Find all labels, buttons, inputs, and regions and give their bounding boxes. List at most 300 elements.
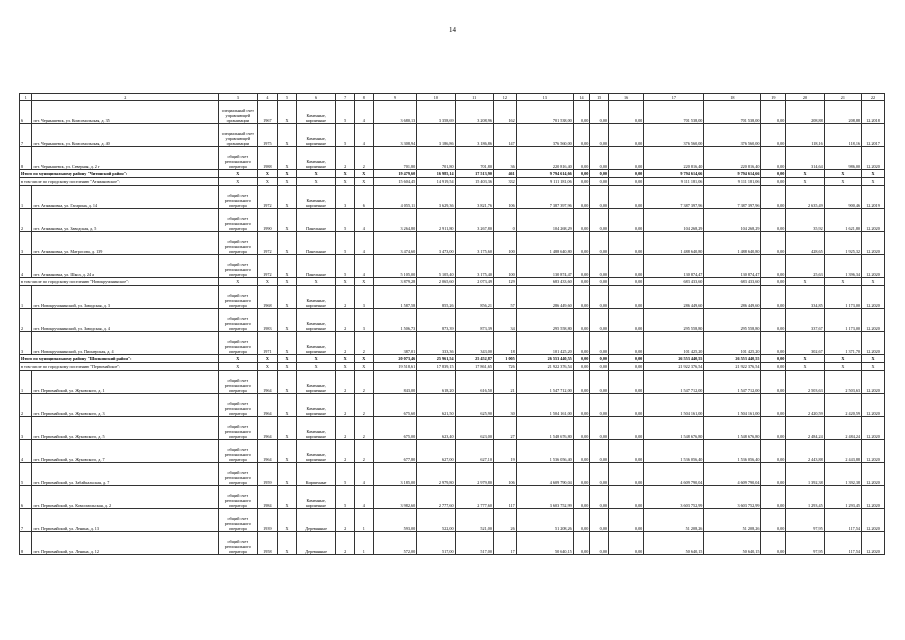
table-cell: 1988: [257, 147, 278, 170]
table-cell: 0,00: [573, 186, 590, 209]
table-cell: 5: [336, 232, 355, 255]
table-cell: 130 874,47: [644, 255, 704, 278]
table-cell: 1964: [257, 394, 278, 417]
table-cell: 7: [20, 509, 32, 532]
table-cell: Каменные, кирпичные: [296, 440, 335, 463]
table-cell: Х: [296, 363, 335, 371]
subtotal-label: Итого по муниципальному району "Шилкинский район":: [20, 355, 219, 363]
table-cell: 1 504 161,00: [516, 394, 573, 417]
address-cell: пгт. Новокручининский, ул. Пионерская, д. 4: [32, 332, 219, 355]
table-cell: 0,00: [761, 124, 786, 147]
table-cell: 0,00: [573, 101, 590, 124]
table-cell: 623,00: [455, 417, 493, 440]
table-cell: 0,00: [761, 209, 786, 232]
table-cell: Х: [296, 278, 335, 286]
table-cell: 334,85: [786, 286, 824, 309]
table-cell: Х: [354, 170, 373, 178]
table-cell: 12.2020: [862, 255, 885, 278]
table-cell: 12.2020: [862, 509, 885, 532]
column-number: 6: [296, 94, 335, 101]
table-cell: 0,00: [609, 309, 644, 332]
table-cell: 0,00: [573, 371, 590, 394]
table-cell: 130 874,47: [516, 255, 573, 278]
table-cell: Х: [336, 278, 355, 286]
subtotal-label: Итого по муниципальному району "Читинский район":: [20, 170, 219, 178]
column-number: 9: [373, 94, 417, 101]
table-cell: Х: [824, 363, 861, 371]
column-number: 10: [417, 94, 455, 101]
table-cell: 16 985,14: [417, 170, 455, 178]
table-cell: общий счет регионального оператора: [219, 232, 257, 255]
table-cell: 0,00: [761, 101, 786, 124]
table-cell: 0,00: [590, 371, 609, 394]
table-cell: общий счет регионального оператора: [219, 286, 257, 309]
table-cell: 3: [20, 232, 32, 255]
table-cell: 0,00: [609, 278, 644, 286]
table-row: [20, 332, 885, 355]
table-cell: 0,00: [761, 463, 786, 486]
table-cell: 4: [20, 255, 32, 278]
subtotal-label: в том числе по городскому поселению "Атамановское":: [20, 178, 219, 186]
table-cell: 3 185,00: [373, 463, 417, 486]
table-cell: Каменные, кирпичные: [296, 309, 335, 332]
table-cell: 1983: [257, 309, 278, 332]
table-cell: Каменные, кирпичные: [296, 417, 335, 440]
table-cell: 1964: [257, 440, 278, 463]
table-cell: 0,00: [590, 509, 609, 532]
column-number: 1: [20, 94, 32, 101]
table-cell: 12.2020: [862, 532, 885, 555]
column-number: 15: [590, 94, 609, 101]
table-cell: 0,00: [573, 255, 590, 278]
table-cell: 683 433,60: [516, 278, 573, 286]
table-cell: Х: [862, 178, 885, 186]
table-cell: 0,00: [761, 394, 786, 417]
table-cell: 0,00: [573, 309, 590, 332]
table-cell: Х: [786, 355, 824, 363]
table-cell: общий счет регионального оператора: [219, 309, 257, 332]
table-cell: 0,00: [761, 417, 786, 440]
table-cell: 1990: [257, 209, 278, 232]
table-cell: 1972: [257, 232, 278, 255]
table-cell: Х: [786, 170, 824, 178]
address-cell: пгт. Первомайский, ул. Ленина, д. 12: [32, 532, 219, 555]
table-row: [20, 101, 885, 124]
table-cell: 2: [354, 417, 373, 440]
subtotal-row: [20, 278, 885, 286]
table-cell: 3: [20, 332, 32, 355]
table-cell: 0,00: [590, 101, 609, 124]
table-cell: 522,00: [417, 509, 455, 532]
table-cell: 387,01: [373, 332, 417, 355]
table-cell: 9 111 181,06: [516, 178, 573, 186]
table-cell: 25 452,87: [455, 355, 493, 363]
table-cell: 683 433,60: [644, 278, 704, 286]
table-row: [20, 124, 885, 147]
table-cell: 675,60: [373, 394, 417, 417]
table-cell: 0,00: [761, 309, 786, 332]
table-cell: Панельные: [296, 255, 335, 278]
table-cell: 4: [354, 232, 373, 255]
table-cell: 1967: [257, 101, 278, 124]
table-cell: 1 504 161,00: [644, 394, 704, 417]
table-cell: 0,00: [590, 286, 609, 309]
table-cell: 220 816,40: [704, 147, 761, 170]
table-cell: 1 488 640,80: [704, 232, 761, 255]
table-cell: Х: [296, 170, 335, 178]
table-cell: 623,40: [417, 417, 455, 440]
table-cell: 2 503,63: [824, 371, 861, 394]
table-cell: 3 358,69: [417, 101, 455, 124]
table-cell: 50 640,15: [644, 532, 704, 555]
table-cell: Х: [278, 371, 297, 394]
table-cell: 19: [493, 440, 516, 463]
table-cell: 19 518,61: [373, 363, 417, 371]
table-cell: 3 264,80: [373, 209, 417, 232]
table-cell: 675,00: [373, 417, 417, 440]
table-cell: 1 504 161,00: [704, 394, 761, 417]
table-cell: 2: [336, 332, 355, 355]
table-cell: Кирпичные: [296, 463, 335, 486]
table-cell: 2 443,88: [824, 440, 861, 463]
table-row: [20, 232, 885, 255]
table-cell: 1 536 056,40: [516, 440, 573, 463]
table-cell: 2 503,63: [786, 371, 824, 394]
table-cell: 286 449,60: [704, 286, 761, 309]
table-row: [20, 486, 885, 509]
table-cell: 2: [354, 371, 373, 394]
table-cell: 0,00: [761, 232, 786, 255]
table-cell: 333,36: [417, 332, 455, 355]
table-cell: 0,00: [761, 486, 786, 509]
table-cell: 2 420,59: [824, 394, 861, 417]
table-cell: 26: [493, 509, 516, 532]
table-cell: 3 473,00: [417, 232, 455, 255]
table-cell: 3: [354, 309, 373, 332]
table-cell: 7 387 397,96: [704, 186, 761, 209]
table-cell: 593,00: [373, 509, 417, 532]
table-row: [20, 255, 885, 278]
column-number: 14: [573, 94, 590, 101]
table-cell: 0,00: [573, 532, 590, 555]
table-cell: 517,00: [455, 532, 493, 555]
table-cell: 4 609 790,04: [704, 463, 761, 486]
table-cell: Панельные: [296, 232, 335, 255]
table-cell: 3: [354, 286, 373, 309]
column-number: 16: [609, 94, 644, 101]
table-cell: 0,00: [590, 440, 609, 463]
table-cell: Х: [219, 363, 257, 371]
table-cell: 4: [354, 463, 373, 486]
table-cell: Каменные, кирпичные: [296, 147, 335, 170]
table-cell: Х: [219, 278, 257, 286]
table-cell: 208,88: [786, 101, 824, 124]
table-cell: 1 396,34: [824, 255, 861, 278]
table-cell: 15 604,45: [373, 178, 417, 186]
table-cell: Х: [278, 440, 297, 463]
table-cell: 7: [20, 124, 32, 147]
table-cell: 0,00: [609, 124, 644, 147]
table-cell: 0,00: [573, 486, 590, 509]
table-cell: 100: [493, 232, 516, 255]
table-cell: Х: [824, 278, 861, 286]
table-cell: 26 553 440,55: [704, 355, 761, 363]
table-cell: 701,80: [417, 147, 455, 170]
table-row: [20, 532, 885, 555]
column-number: 17: [644, 94, 704, 101]
table-cell: Х: [296, 355, 335, 363]
table-cell: 572,00: [373, 532, 417, 555]
table-cell: 3: [336, 186, 355, 209]
table-cell: 2: [336, 371, 355, 394]
table-cell: Х: [278, 355, 297, 363]
table-cell: 1: [20, 186, 32, 209]
table-cell: 1984: [257, 486, 278, 509]
table-cell: 12.2018: [862, 101, 885, 124]
table-cell: 3 680,13: [373, 101, 417, 124]
table-cell: 0,00: [609, 355, 644, 363]
table-cell: 461: [493, 170, 516, 178]
table-cell: 17 861,65: [455, 363, 493, 371]
table-cell: 0,00: [609, 147, 644, 170]
table-cell: 0,00: [609, 363, 644, 371]
table-cell: 517,00: [417, 532, 455, 555]
address-cell: пгт. Первомайский, ул. Ленина, д. 13: [32, 509, 219, 532]
table-cell: 2 635,49: [786, 186, 824, 209]
table-cell: 3 474,60: [373, 232, 417, 255]
table-cell: Х: [278, 278, 297, 286]
table-cell: 12.2020: [862, 332, 885, 355]
table-cell: 15 403,36: [455, 178, 493, 186]
table-cell: Панельные: [296, 209, 335, 232]
table-cell: Х: [257, 363, 278, 371]
table-cell: 0,00: [609, 332, 644, 355]
table-cell: 683 433,60: [704, 278, 761, 286]
table-cell: 3 879,28: [373, 278, 417, 286]
table-cell: 701,80: [455, 147, 493, 170]
table-cell: Каменные, кирпичные: [296, 186, 335, 209]
table-cell: 0,00: [609, 463, 644, 486]
table-cell: 30: [493, 394, 516, 417]
table-cell: 616,50: [455, 371, 493, 394]
table-cell: 117,54: [824, 509, 861, 532]
table-cell: 0,00: [609, 209, 644, 232]
table-row: [20, 286, 885, 309]
table-cell: 1 173,00: [824, 309, 861, 332]
table-cell: 726: [493, 363, 516, 371]
table-cell: 0,00: [590, 232, 609, 255]
table-cell: 4: [354, 486, 373, 509]
table-cell: 295 558,80: [704, 309, 761, 332]
table-cell: 0,00: [573, 417, 590, 440]
table-cell: Х: [336, 355, 355, 363]
table-cell: 6: [20, 486, 32, 509]
table-cell: Каменные, кирпичные: [296, 394, 335, 417]
table-cell: 2: [20, 394, 32, 417]
table-cell: 0,00: [590, 463, 609, 486]
table-cell: 0,00: [609, 101, 644, 124]
table-cell: Х: [786, 178, 824, 186]
address-cell: пгт. Первомайский, ул. Забайкальская, д. 7: [32, 463, 219, 486]
table-cell: 5 105,00: [373, 255, 417, 278]
table-cell: 873,39: [455, 309, 493, 332]
address-cell: пгт. Атамановка, ул. Заводская, д. 5: [32, 209, 219, 232]
table-cell: 12.2020: [862, 417, 885, 440]
table-cell: Х: [296, 178, 335, 186]
table-cell: 220 816,40: [516, 147, 573, 170]
table-row: [20, 417, 885, 440]
table-cell: 5: [336, 486, 355, 509]
table-cell: Х: [257, 355, 278, 363]
column-number: 5: [278, 94, 297, 101]
table-cell: 4: [354, 255, 373, 278]
table-cell: 117,54: [824, 532, 861, 555]
table-cell: 4: [354, 124, 373, 147]
table-cell: 12.2020: [862, 440, 885, 463]
table-cell: 12.2020: [862, 371, 885, 394]
column-number: 13: [516, 94, 573, 101]
table-cell: Каменные, кирпичные: [296, 486, 335, 509]
table-cell: 129: [493, 278, 516, 286]
table-cell: 21 922 376,54: [516, 363, 573, 371]
table-cell: 1: [20, 286, 32, 309]
table-cell: 6: [354, 186, 373, 209]
table-cell: 0,00: [609, 232, 644, 255]
table-cell: 0,00: [590, 170, 609, 178]
table-cell: 0,00: [761, 255, 786, 278]
table-cell: Каменные, кирпичные: [296, 101, 335, 124]
table-cell: 118,16: [786, 124, 824, 147]
table-cell: 1 548 676,80: [644, 417, 704, 440]
table-cell: 51 208,26: [516, 509, 573, 532]
address-cell: пгт. Чернышевск, ул. Комсомольская, д. 35: [32, 101, 219, 124]
table-cell: 2: [20, 309, 32, 332]
column-number: 22: [862, 94, 885, 101]
table-cell: Х: [336, 170, 355, 178]
table-cell: 0,00: [590, 332, 609, 355]
table-cell: 101 425,20: [704, 332, 761, 355]
table-cell: Х: [862, 363, 885, 371]
table-cell: общий счет регионального оператора: [219, 255, 257, 278]
table-cell: 106: [493, 186, 516, 209]
table-cell: 26 553 440,55: [516, 355, 573, 363]
table-cell: 856,21: [455, 286, 493, 309]
table-cell: 1 506,73: [373, 309, 417, 332]
table-cell: 1 536 056,40: [704, 440, 761, 463]
table-cell: 2 911,80: [417, 209, 455, 232]
table-cell: 0,00: [573, 463, 590, 486]
table-cell: Х: [278, 286, 297, 309]
table-cell: 25,63: [786, 255, 824, 278]
table-cell: 4 609 790,04: [644, 463, 704, 486]
table-row: [20, 463, 885, 486]
table-cell: 3 603 752,99: [516, 486, 573, 509]
table-row: [20, 209, 885, 232]
table-cell: 627,10: [455, 440, 493, 463]
table-cell: 97,95: [786, 532, 824, 555]
table-cell: 0,00: [590, 394, 609, 417]
table-cell: 2 484,24: [824, 417, 861, 440]
table-cell: 627,00: [417, 440, 455, 463]
table-cell: 376 560,00: [704, 124, 761, 147]
address-cell: пгт. Атамановка, ул. Матросова, д. 139: [32, 232, 219, 255]
table-cell: 314,64: [786, 147, 824, 170]
table-cell: 2: [336, 286, 355, 309]
table-cell: Х: [278, 309, 297, 332]
address-cell: пгт. Первомайский, ул. Жуковского, д. 3: [32, 394, 219, 417]
table-cell: Х: [278, 101, 297, 124]
table-cell: 0,00: [590, 209, 609, 232]
table-cell: 0,00: [573, 147, 590, 170]
table-cell: 2: [336, 147, 355, 170]
table-cell: 7 387 397,96: [516, 186, 573, 209]
table-cell: 0,00: [609, 394, 644, 417]
table-row: [20, 147, 885, 170]
subtotal-label: в том числе по городскому поселению "Новокручининское":: [20, 278, 219, 286]
table-cell: 2: [336, 440, 355, 463]
table-cell: Х: [278, 463, 297, 486]
table-cell: 343,00: [455, 332, 493, 355]
table-cell: 117: [493, 486, 516, 509]
table-cell: 2: [354, 394, 373, 417]
table-cell: 0,00: [609, 255, 644, 278]
table-cell: 12.2020: [862, 309, 885, 332]
table-cell: 8: [20, 147, 32, 170]
table-cell: 0,00: [609, 186, 644, 209]
table-cell: 2: [354, 147, 373, 170]
table-cell: 873,39: [417, 309, 455, 332]
table-cell: 104 268,29: [516, 209, 573, 232]
table-cell: Х: [278, 332, 297, 355]
column-number: 12: [493, 94, 516, 101]
table-cell: 2: [336, 532, 355, 555]
table-cell: 2: [354, 440, 373, 463]
table-cell: 0,00: [609, 440, 644, 463]
table-row: [20, 371, 885, 394]
table-cell: 0,00: [761, 278, 786, 286]
table-cell: общий счет регионального оператора: [219, 463, 257, 486]
table-cell: 0,00: [573, 124, 590, 147]
table-cell: 1 547 712,00: [516, 371, 573, 394]
address-cell: пгт. Чернышевск, ул. Северная, д. 2 г: [32, 147, 219, 170]
table-cell: 3 175,60: [455, 232, 493, 255]
table-cell: 162: [493, 101, 516, 124]
table-cell: 36: [493, 147, 516, 170]
table-cell: 2 979,80: [455, 463, 493, 486]
table-cell: Х: [862, 170, 885, 178]
table-cell: 0,00: [573, 286, 590, 309]
table-cell: 286 449,60: [644, 286, 704, 309]
table-cell: 220 816,40: [644, 147, 704, 170]
table-cell: 295 558,80: [644, 309, 704, 332]
table-cell: 1: [354, 509, 373, 532]
table-cell: 0,00: [573, 278, 590, 286]
table-cell: Х: [786, 278, 824, 286]
table-cell: 12.2020: [862, 463, 885, 486]
table-cell: 9 794 614,66: [516, 170, 573, 178]
table-cell: 19 479,60: [373, 170, 417, 178]
column-number: 21: [824, 94, 861, 101]
table-cell: 5 105,40: [417, 255, 455, 278]
table-cell: 51 208,26: [704, 509, 761, 532]
table-cell: 1 173,00: [824, 286, 861, 309]
table-cell: 0,00: [573, 232, 590, 255]
table-cell: 0,00: [590, 486, 609, 509]
table-cell: 0,00: [761, 363, 786, 371]
table-cell: 12.2020: [862, 209, 885, 232]
table-cell: Х: [278, 394, 297, 417]
table-cell: 12.2020: [862, 394, 885, 417]
